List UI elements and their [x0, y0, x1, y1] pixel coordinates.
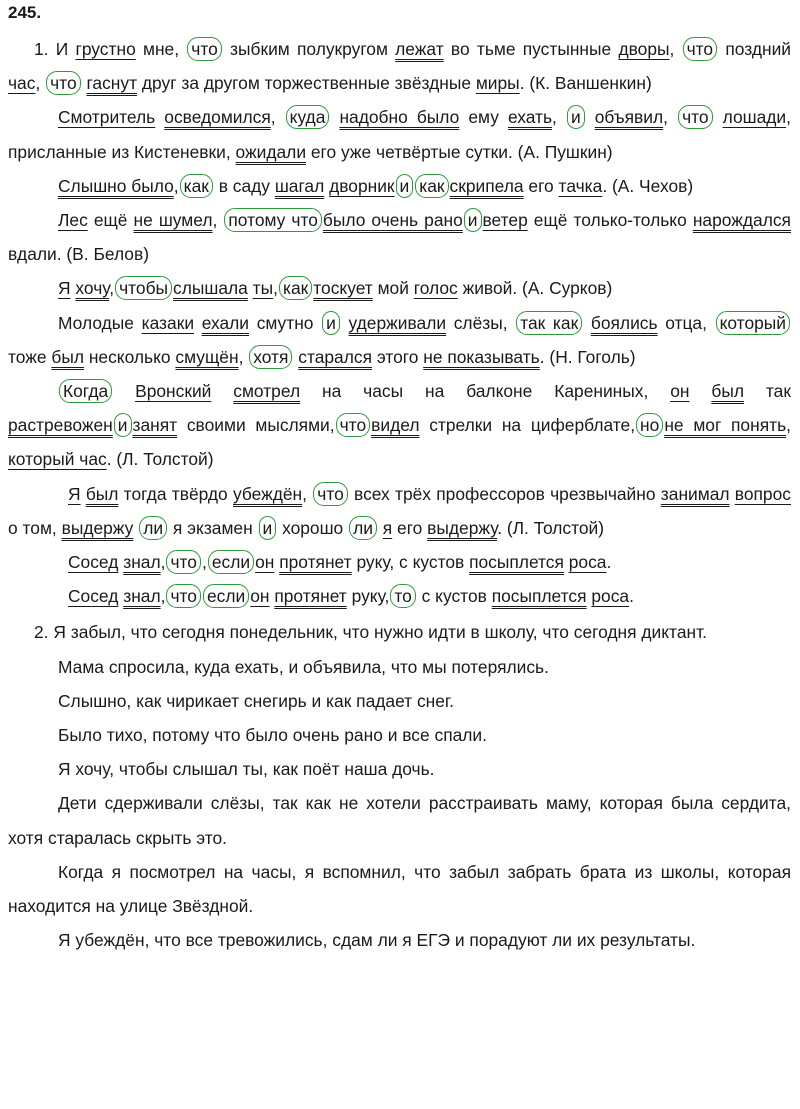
text-segment: ему: [459, 107, 508, 128]
text-segment: отца,: [657, 312, 715, 333]
text-segment: ,: [212, 210, 224, 231]
text-segment: своими мыслями,: [177, 415, 335, 436]
text-segment: ,: [109, 278, 115, 299]
subject-word: он: [255, 552, 275, 573]
conjunction-word: который: [716, 311, 790, 335]
conjunction-word: но: [636, 413, 663, 437]
conjunction-word: чтобы: [115, 276, 172, 300]
text-segment: . (К. Ваншенкин): [519, 73, 652, 94]
text-segment: его уже четвёртые сутки. (А. Пушкин): [306, 141, 613, 162]
text-segment: ,: [173, 175, 179, 196]
predicate-word: осведомился: [164, 107, 271, 128]
sentence-paragraph: [8, 650, 791, 684]
predicate-word: скрипела: [449, 175, 524, 196]
subject-word: дворник: [329, 175, 395, 196]
exercise-number: 245.: [8, 3, 42, 22]
text-segment: [586, 107, 595, 127]
text-segment: ещё: [87, 210, 134, 231]
conjunction-word: что: [166, 550, 201, 574]
conjunction-word: что: [187, 37, 222, 61]
text-segment: ,: [160, 552, 166, 573]
text-segment: 1. И: [34, 39, 76, 59]
predicate-word: видел: [371, 415, 420, 436]
subject-word: роса: [591, 586, 630, 607]
text-segment: [194, 313, 202, 333]
subject-word: роса: [568, 552, 607, 573]
predicate-word: Слышно было: [58, 175, 174, 196]
text-segment: [690, 381, 712, 401]
predicate-word: ехали: [201, 312, 250, 333]
text-segment: .: [629, 586, 634, 607]
text-segment: [133, 518, 138, 538]
text-segment: ,: [201, 552, 207, 573]
conjunction-word: ли: [139, 516, 167, 540]
subject-word: лошади: [722, 107, 787, 128]
text-segment: Когда я посмотрел на часы, я вспомнил, что забыл забрать брата из школы, которая находится на улице Звёздной.: [8, 861, 791, 917]
text-segment: ,: [270, 107, 285, 128]
predicate-word: убеждён: [232, 483, 303, 504]
text-segment: . (Л. Толстой): [106, 449, 214, 470]
text-segment: смутно: [249, 312, 322, 333]
sentence-paragraph: [8, 100, 791, 168]
sentence-paragraph: [8, 684, 791, 718]
conjunction-word: куда: [286, 105, 330, 129]
text-segment: ,: [786, 415, 791, 436]
subject-word: он: [250, 586, 270, 607]
subject-word: тачка: [558, 175, 603, 196]
predicate-word: занят: [132, 415, 178, 436]
text-segment: стрелки на циферблате,: [419, 415, 636, 436]
predicate-word: надобно было: [339, 107, 460, 128]
text-segment: этого: [372, 346, 424, 367]
text-segment: руку, с кустов: [351, 552, 470, 573]
predicate-word: протянет: [279, 552, 352, 573]
subject-word: дворы: [618, 39, 670, 59]
subject-word: миры: [475, 73, 520, 94]
text-segment: поздний: [718, 39, 791, 59]
predicate-word: протянет: [274, 586, 347, 607]
sentence-paragraph: [8, 718, 791, 752]
text-segment: вдали. (В. Белов): [8, 244, 149, 265]
text-segment: Я хочу, чтобы слышал ты, как поёт наша дочь.: [58, 759, 435, 780]
sentence-paragraph: [8, 32, 791, 100]
conjunction-word: и: [396, 174, 414, 198]
text-segment: тогда твёрдо: [118, 483, 233, 504]
subject-word: голос: [413, 278, 458, 299]
text-segment: с кустов: [416, 586, 492, 607]
text-segment: во тьме пустынные: [443, 39, 619, 59]
subject-word: я: [382, 517, 393, 538]
conjunction-word: потому что: [224, 208, 322, 232]
text-segment: ,: [273, 278, 278, 299]
text-segment: [583, 313, 591, 333]
text-segment: ,: [663, 107, 678, 128]
predicate-word: тоскует: [313, 278, 373, 299]
conjunction-word: и: [114, 413, 132, 437]
subject-word: казаки: [141, 312, 195, 333]
predicate-word: слышала: [173, 278, 248, 299]
subject-word: ты: [252, 278, 274, 299]
exercise-part-2: [8, 615, 791, 957]
text-segment: так: [744, 381, 791, 402]
conjunction-word: и: [259, 516, 277, 540]
predicate-word: растревожен: [8, 415, 113, 436]
text-segment: мне,: [135, 39, 187, 59]
predicate-word: нарождался: [692, 210, 791, 231]
subject-word: Смотритель: [58, 107, 156, 128]
subject-word: Лес: [58, 210, 88, 231]
text-segment: [113, 381, 135, 401]
text-segment: Было тихо, потому что было очень рано и все спали.: [58, 725, 487, 746]
predicate-word: был: [51, 346, 84, 367]
text-segment: хорошо: [277, 517, 349, 538]
subject-word: ветер: [482, 210, 528, 231]
text-segment: . (А. Чехов): [602, 175, 694, 196]
conjunction-word: что: [683, 37, 718, 61]
sentence-paragraph: [8, 752, 791, 786]
text-segment: Я убеждён, что все тревожились, сдам ли я ЕГЭ и порадуют ли их результаты.: [58, 930, 696, 951]
text-segment: , присланные из Кистеневки,: [8, 107, 791, 162]
sentence-paragraph: [8, 855, 791, 923]
text-segment: о том,: [8, 517, 62, 538]
text-segment: я экзамен: [168, 517, 258, 538]
conjunction-word: что: [313, 482, 348, 506]
predicate-word: посыплется: [491, 586, 587, 607]
predicate-word: боялись: [590, 312, 658, 333]
text-segment: ,: [238, 346, 249, 367]
text-segment: мой: [372, 278, 414, 299]
text-segment: . (Л. Толстой): [497, 517, 605, 538]
conjunction-word: что: [336, 413, 371, 437]
text-segment: ,: [552, 107, 566, 128]
subject-word: Я: [58, 278, 71, 299]
sentence-paragraph: [8, 271, 791, 305]
sentence-paragraph: [8, 545, 791, 579]
text-segment: его: [523, 175, 559, 196]
conjunction-word: то: [390, 584, 415, 608]
predicate-word: не мог понять: [664, 415, 787, 436]
predicate-word: знал: [123, 586, 161, 607]
conjunction-word: так как: [516, 311, 582, 335]
text-segment: . (Н. Гоголь): [539, 346, 636, 367]
predicate-word: лежат: [395, 39, 444, 59]
text-segment: .: [606, 552, 612, 573]
predicate-word: знал: [123, 552, 161, 573]
text-segment: живой. (А. Сурков): [457, 278, 613, 299]
text-segment: ,: [302, 483, 313, 504]
subject-word: он: [670, 381, 690, 402]
conjunction-word: и: [322, 311, 340, 335]
text-segment: ,: [160, 586, 166, 607]
conjunction-word: как: [279, 276, 312, 300]
text-segment: руку,: [346, 586, 390, 607]
predicate-word: был: [85, 483, 119, 504]
subject-word: Я: [68, 483, 81, 504]
text-segment: Слышно, как чирикает снегирь и как падает снег.: [58, 690, 454, 711]
conjunction-word: что: [166, 584, 201, 608]
exercise-part-1: [8, 32, 791, 613]
conjunction-word: если: [203, 584, 249, 608]
predicate-word: выдержу: [61, 517, 134, 538]
predicate-word: смотрел: [233, 381, 301, 402]
text-segment: тоже: [8, 346, 52, 367]
subject-word: Сосед: [68, 552, 119, 573]
sentence-paragraph: [8, 203, 791, 271]
sentence-paragraph: [8, 477, 791, 545]
conjunction-word: как: [180, 174, 213, 198]
sentence-paragraph: [8, 306, 791, 374]
text-segment: 2. Я забыл, что сегодня понедельник, что нужно идти в школу, что сегодня диктант.: [34, 622, 707, 643]
text-segment: зыбким полукругом: [222, 39, 396, 59]
text-segment: в саду: [213, 175, 275, 196]
subject-word: вопрос: [734, 483, 791, 504]
sentence-paragraph: [8, 374, 791, 477]
text-segment: [714, 107, 723, 127]
text-segment: ,: [35, 73, 46, 94]
text-segment: на часы на балконе Карениных,: [300, 381, 671, 402]
predicate-word: объявил: [594, 107, 664, 128]
text-segment: [155, 107, 164, 127]
text-segment: друг за другом торжественные звёздные: [137, 73, 476, 94]
conjunction-word: хотя: [249, 345, 292, 369]
text-segment: его: [392, 517, 428, 538]
text-segment: Мама спросила, куда ехать, и объявила, что мы потерялись.: [58, 656, 549, 677]
conjunction-word: и: [464, 208, 482, 232]
sentence-paragraph: [8, 169, 791, 203]
text-segment: [211, 381, 233, 401]
conjunction-word: если: [208, 550, 254, 574]
subject-word: Сосед: [68, 586, 119, 607]
predicate-word: был: [711, 381, 745, 402]
conjunction-word: что: [678, 105, 713, 129]
sentence-paragraph: [8, 615, 791, 649]
predicate-word: не показывать: [423, 346, 540, 367]
conjunction-word: ли: [349, 516, 377, 540]
predicate-word: занимал: [660, 483, 730, 504]
conjunction-word: и: [567, 105, 585, 129]
predicate-word: удерживали: [348, 312, 447, 333]
text-segment: Дети сдерживали слёзы, так как не хотели расстраивать маму, которая была сердита, хотя старалась скрыть это.: [8, 793, 791, 848]
predicate-word: не шумел: [133, 210, 213, 231]
conjunction-word: что: [46, 71, 81, 95]
subject-word: грустно: [75, 39, 136, 59]
subject-word: час: [8, 73, 36, 94]
predicate-word: выдержу: [427, 517, 498, 538]
predicate-word: было очень рано: [322, 210, 463, 231]
subject-word: который час: [8, 449, 107, 470]
text-segment: слёзы,: [446, 312, 516, 333]
sentence-paragraph: [8, 923, 791, 957]
predicate-word: гаснут: [86, 73, 138, 94]
text-segment: несколько: [84, 346, 176, 367]
sentence-paragraph: [8, 579, 791, 613]
predicate-word: ехать: [507, 107, 553, 128]
text-segment: [341, 313, 349, 333]
predicate-word: смущён: [175, 346, 239, 367]
predicate-word: старался: [298, 346, 372, 367]
sentence-paragraph: [8, 786, 791, 854]
text-segment: всех трёх профессоров чрезвычайно: [348, 483, 661, 504]
text-segment: Молодые: [58, 312, 142, 333]
predicate-word: ожидали: [235, 141, 307, 162]
predicate-word: шагал: [274, 175, 325, 196]
conjunction-word: Когда: [59, 379, 112, 403]
conjunction-word: как: [415, 174, 448, 198]
text-segment: ,: [669, 39, 682, 59]
predicate-word: посыплется: [469, 552, 564, 573]
subject-word: Вронский: [135, 381, 212, 402]
predicate-word: хочу: [75, 278, 110, 299]
text-segment: ещё только-только: [527, 210, 693, 231]
